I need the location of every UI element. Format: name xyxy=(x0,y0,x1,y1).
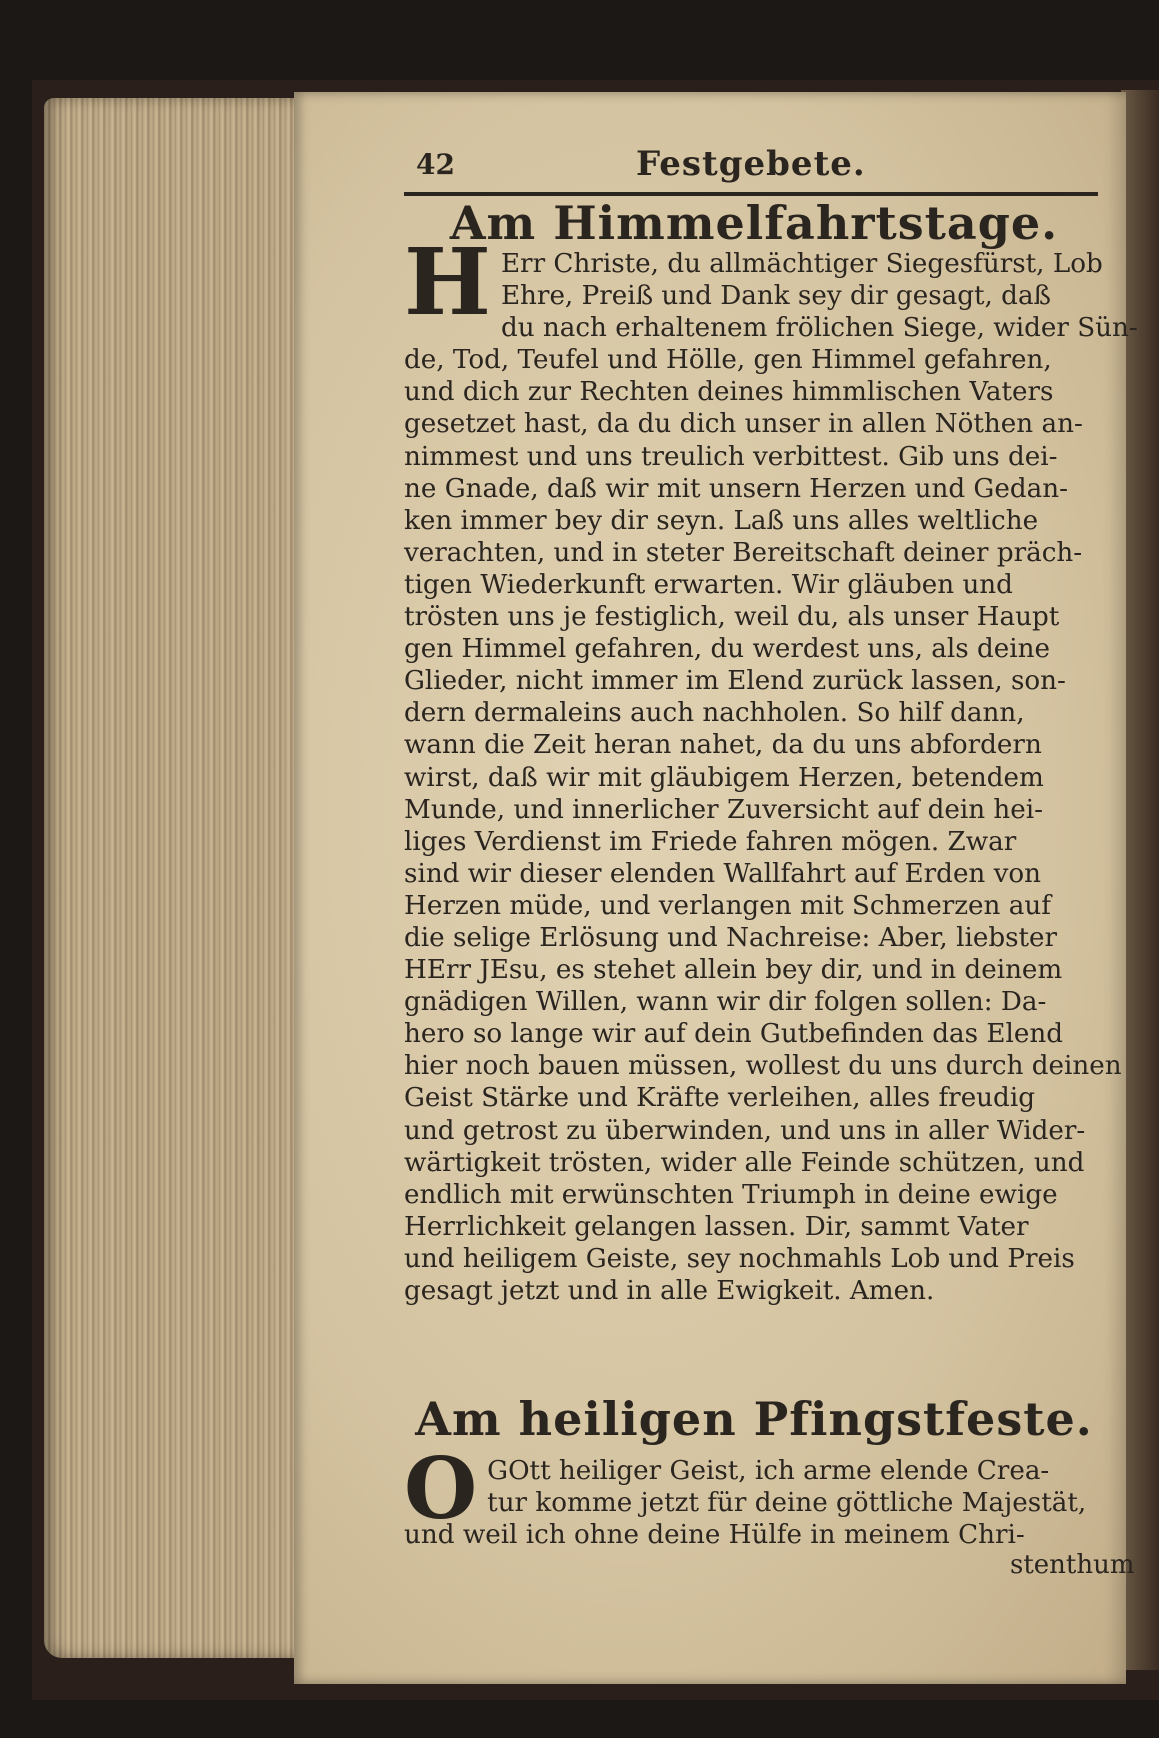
text-line: dern dermaleins auch nachholen. So hilf dann, xyxy=(404,698,1025,729)
text-line: die selige Erlösung und Nachreise: Aber, liebster xyxy=(404,922,1058,953)
text-line: gnädigen Willen, wann wir dir folgen sollen: Da- xyxy=(404,987,1047,1018)
text-line: wirst, daß wir mit gläubigem Herzen, betendem xyxy=(404,762,1044,793)
text-line: Err Christe, du allmächtiger Siegesfürst, Lob xyxy=(500,249,1103,279)
text-line: Glieder, nicht immer im Elend zurück lassen, son- xyxy=(404,666,1066,697)
text-line: tigen Wiederkunft erwarten. Wir gläuben und xyxy=(404,569,1013,600)
text-line: Geist Stärke und Kräfte verleihen, alles freudig xyxy=(404,1083,1035,1114)
book-page xyxy=(294,92,1138,1684)
text-line: wann die Zeit heran nahet, da du uns abfordern xyxy=(404,730,1042,761)
text-line: hero so lange wir auf dein Gutbefinden das Elend xyxy=(404,1019,1064,1050)
text-line: Ehre, Preiß und Dank sey dir gesagt, daß xyxy=(500,281,1052,312)
text-line: ne Gnade, daß wir mit unsern Herzen und Gedan- xyxy=(404,473,1068,504)
text-line: HErr JEsu, es stehet allein bey dir, und in deinem xyxy=(404,955,1063,986)
text-line: und getrost zu überwinden, und uns in aller Wider- xyxy=(404,1115,1086,1146)
text-line: Herzen müde, und verlangen mit Schmerzen auf xyxy=(404,890,1051,921)
text-line: wärtigkeit trösten, wider alle Feinde schützen, und xyxy=(404,1147,1085,1178)
catchword: stenthum xyxy=(1010,1550,1135,1580)
drop-cap: H xyxy=(404,228,491,336)
prayer-paragraph xyxy=(404,228,1138,1307)
text-line: endlich mit erwünschten Triumph in deine ewige xyxy=(404,1179,1058,1210)
section-title: Am Himmelfahrtstage. xyxy=(449,196,1059,250)
text-line: sind wir dieser elenden Wallfahrt auf Erden von xyxy=(404,858,1042,889)
page-number: 42 xyxy=(416,148,455,181)
section-title: Am heiligen Pfingstfeste. xyxy=(415,1392,1093,1446)
text-line: tur komme jetzt für deine göttliche Majestät, xyxy=(487,1488,1087,1519)
running-head: Festgebete. xyxy=(636,144,866,184)
page-header xyxy=(406,144,1096,188)
text-line: de, Tod, Teufel und Hölle, gen Himmel gefahren, xyxy=(404,345,1052,376)
drop-cap: O xyxy=(404,1439,478,1538)
text-line: GOtt heiliger Geist, ich arme elende Crea- xyxy=(487,1456,1050,1486)
text-line: du nach erhaltenem frölichen Siege, wider Sün- xyxy=(500,313,1138,344)
text-line: Munde, und innerlicher Zuversicht auf dein hei- xyxy=(404,794,1043,825)
text-line: gen Himmel gefahren, du werdest uns, als deine xyxy=(404,634,1050,665)
text-line: trösten uns je festiglich, weil du, als unser Haupt xyxy=(404,602,1060,633)
text-line: gesagt jetzt und in alle Ewigkeit. Amen. xyxy=(404,1276,935,1306)
text-line: verachten, und in steter Bereitschaft deiner präch- xyxy=(404,537,1083,568)
prayer-paragraph xyxy=(404,1439,1104,1551)
text-line: Herrlichkeit gelangen lassen. Dir, sammt Vater xyxy=(404,1211,1029,1242)
text-line: ken immer bey dir seyn. Laß uns alles weltliche xyxy=(404,505,1039,536)
text-line: nimmest und uns treulich verbittest. Gib uns dei- xyxy=(404,441,1058,472)
text-line: gesetzet hast, da du dich unser in allen Nöthen an- xyxy=(404,409,1083,440)
text-line: liges Verdienst im Friede fahren mögen. Zwar xyxy=(404,826,1017,857)
text-line: und weil ich ohne deine Hülfe in meinem Chri- xyxy=(404,1520,1025,1551)
text-line: und heiligem Geiste, sey nochmahls Lob und Preis xyxy=(404,1243,1075,1274)
text-line: hier noch bauen müssen, wollest du uns durch deinen xyxy=(404,1051,1122,1082)
text-line: und dich zur Rechten deines himmlischen Vaters xyxy=(404,377,1054,408)
page-edges xyxy=(44,98,302,1658)
